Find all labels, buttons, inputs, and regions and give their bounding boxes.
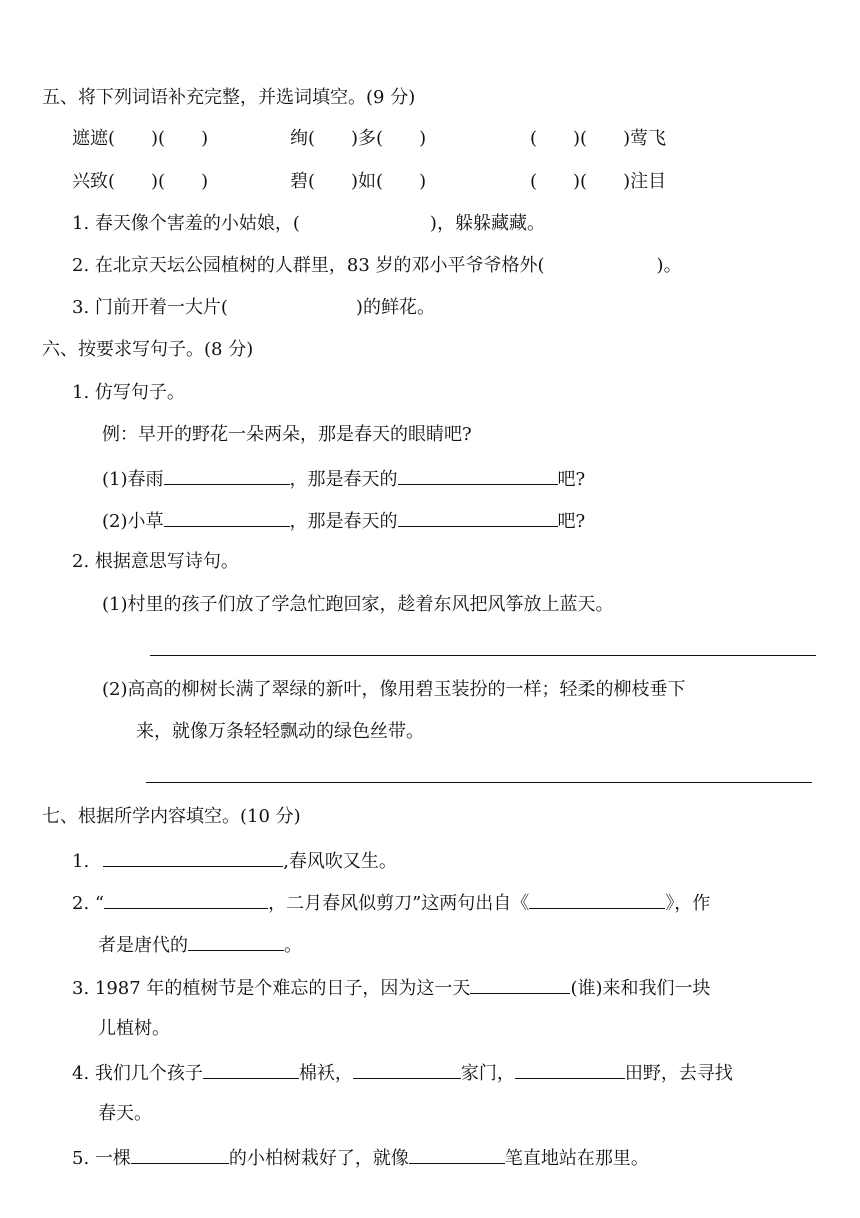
q1-post: ,春风吹又生。 (283, 851, 397, 872)
fill-question-3 (72, 296, 435, 320)
word-fill-6: ( )( )注目 (530, 171, 667, 192)
q5-mid: 的小柏树栽好了，就像 (228, 1148, 409, 1169)
q3-pre: 3. 1987 年的植树节是个难忘的日子，因为这一天 (72, 978, 471, 999)
poem-title: 2. 根据意思写诗句。 (72, 551, 239, 572)
imitate-title: 1. 仿写句子。 (72, 382, 185, 403)
recite-question-3 (72, 975, 710, 1001)
recite-question-4 (72, 1060, 733, 1086)
q5-pre: 5. 一棵 (72, 1148, 131, 1169)
s2-mid: ，那是春天的 (289, 511, 398, 532)
answer-blank[interactable] (409, 1145, 505, 1164)
q4-mid1: 棉袄， (298, 1063, 353, 1084)
answer-blank[interactable] (164, 508, 290, 527)
recite-question-2 (72, 890, 710, 916)
q2-pre: 2. “ (72, 893, 105, 914)
word-fill-5: 碧( )如( ) (290, 171, 427, 192)
answer-blank[interactable] (164, 466, 290, 485)
q4-mid2: 家门， (460, 1063, 515, 1084)
s2-post: 吧? (557, 511, 586, 532)
q1-num: 1. (72, 851, 90, 872)
q4-post: 田野，去寻找 (624, 1063, 733, 1084)
answer-blank[interactable] (515, 1060, 625, 1079)
q4-pre: 4. 我们几个孩子 (72, 1063, 203, 1084)
answer-blank[interactable] (188, 932, 284, 951)
recite-question-1 (72, 848, 397, 874)
answer-blank[interactable] (104, 890, 268, 909)
section5-heading: 五、将下列词语补充完整，并选词填空。(9 分) (42, 87, 416, 108)
answer-blank[interactable] (398, 466, 558, 485)
section6-heading: 六、按要求写句子。(8 分) (42, 339, 254, 360)
poem-prompt-2-line2: 来，就像万条轻轻飘动的绿色丝带。 (136, 721, 424, 742)
answer-blank[interactable] (529, 890, 665, 909)
s1-pre: (1)春雨 (102, 469, 164, 490)
answer-blank[interactable] (203, 1060, 299, 1079)
fill-question-2 (72, 254, 682, 278)
q2-post: 》，作 (665, 893, 711, 914)
recite-question-3-line2: 儿植树。 (98, 1018, 170, 1039)
q2-line2-pre: 者是唐代的 (98, 935, 188, 956)
fill-question-1-post: )，躲躲藏藏。 (429, 213, 545, 234)
section7-heading: 七、根据所学内容填空。(10 分) (42, 806, 301, 827)
answer-blank[interactable] (103, 848, 283, 867)
fill-question-3-pre: 3. 门前开着一大片( (72, 297, 228, 318)
q5-post: 笔直地站在那里。 (504, 1148, 649, 1169)
imitate-sentence-2 (102, 508, 585, 534)
fill-question-1-pre: 1. 春天像个害羞的小姑娘，( (72, 213, 300, 234)
answer-blank[interactable] (470, 975, 570, 994)
recite-question-5 (72, 1145, 649, 1171)
q3-post: (谁)来和我们一块 (570, 978, 711, 999)
s1-post: 吧? (557, 469, 586, 490)
word-fill-1: 遮遮( )( ) (72, 128, 209, 149)
poem-prompt-2-line1: (2)高高的柳树长满了翠绿的新叶，像用碧玉装扮的一样；轻柔的柳枝垂下 (102, 679, 686, 700)
poem-prompt-1: (1)村里的孩子们放了学急忙跑回家，趁着东风把风筝放上蓝天。 (102, 594, 614, 615)
fill-question-2-post: )。 (656, 255, 682, 276)
example-sentence: 例：早开的野花一朵两朵，那是春天的眼睛吧? (102, 424, 472, 445)
answer-line[interactable] (146, 782, 812, 783)
answer-blank[interactable] (131, 1145, 229, 1164)
answer-blank[interactable] (398, 508, 558, 527)
word-fill-3: ( )( )莺飞 (530, 128, 667, 149)
recite-question-4-line2: 春天。 (98, 1103, 152, 1124)
answer-line[interactable] (150, 655, 816, 656)
word-fill-2: 绚( )多( ) (290, 128, 427, 149)
word-fill-4: 兴致( )( ) (72, 171, 209, 192)
s2-pre: (2)小草 (102, 511, 164, 532)
imitate-sentence-1 (102, 466, 585, 492)
fill-question-1 (72, 212, 545, 236)
answer-blank[interactable] (353, 1060, 461, 1079)
q2-line2-post: 。 (284, 935, 302, 956)
s1-mid: ，那是春天的 (289, 469, 398, 490)
q2-mid: ，二月春风似剪刀”这两句出自《 (268, 893, 530, 914)
recite-question-2-line2 (98, 932, 302, 958)
fill-question-3-post: )的鲜花。 (355, 297, 435, 318)
fill-question-2-pre: 2. 在北京天坛公园植树的人群里，83 岁的邓小平爷爷格外( (72, 255, 545, 276)
